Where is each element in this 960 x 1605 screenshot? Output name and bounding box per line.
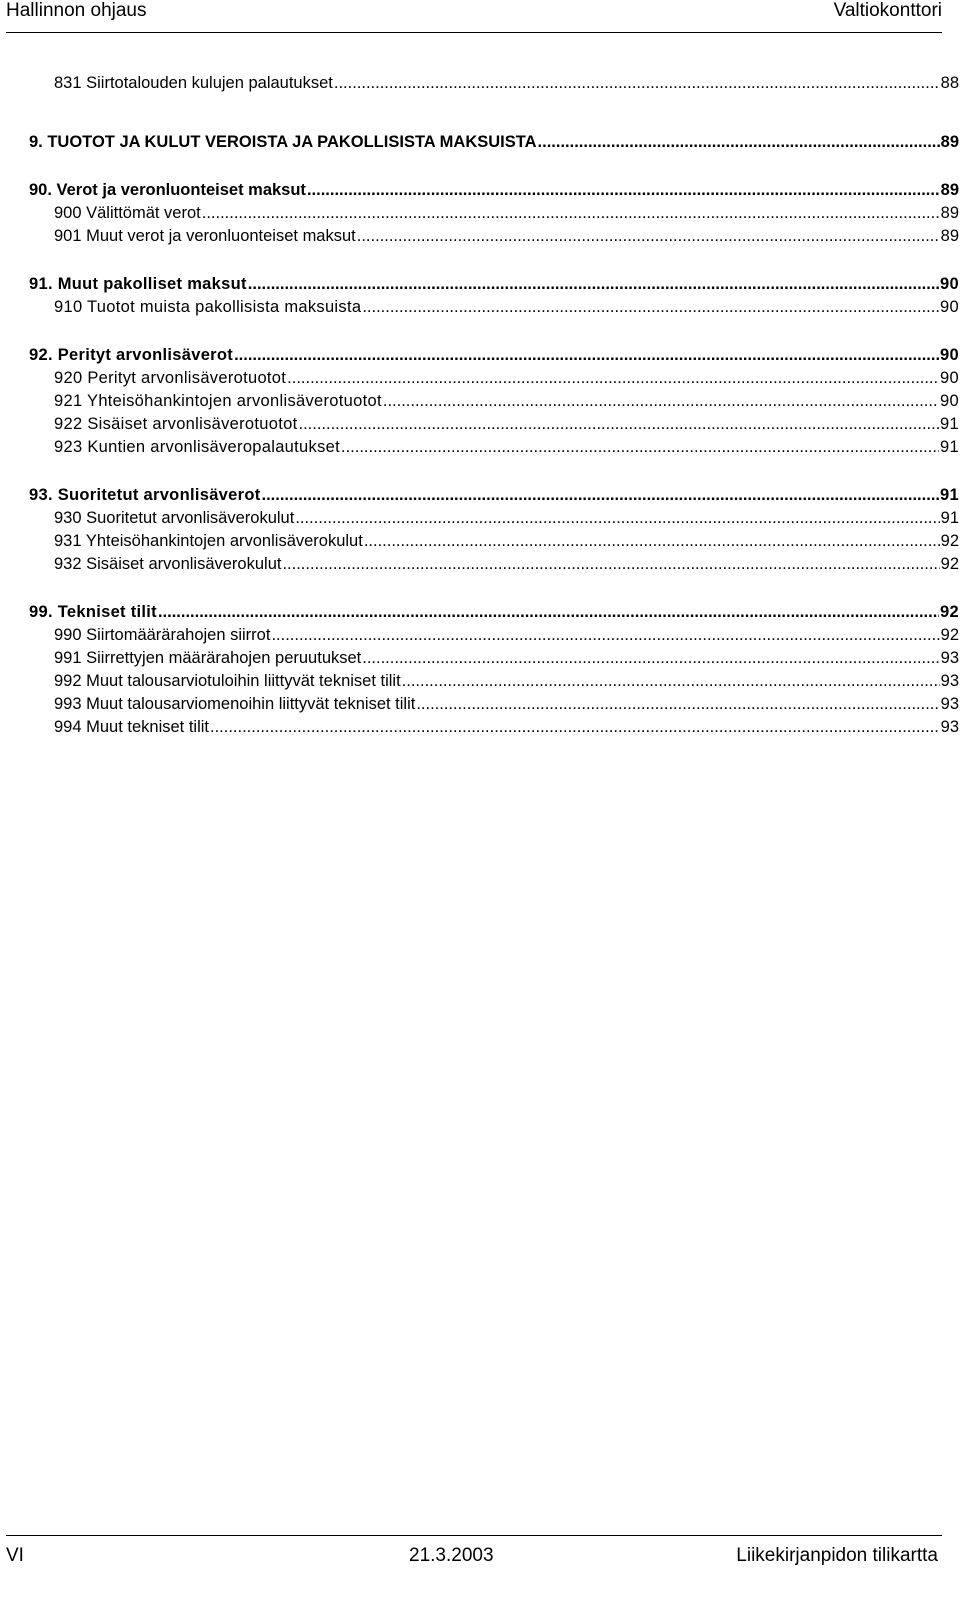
footer-page-number: VI	[6, 1545, 24, 1566]
toc-entry-page: 93	[940, 695, 959, 713]
toc-entry[interactable]	[29, 390, 959, 413]
toc-entry-label: 993 Muut talousarviomenoihin liittyvät tekniset tilit	[54, 695, 416, 713]
toc-entry[interactable]	[29, 693, 959, 716]
toc-entry-label: 831 Siirtotalouden kulujen palautukset	[54, 74, 333, 92]
footer-rule	[6, 1535, 942, 1537]
toc-entry-label: 991 Siirrettyjen määrärahojen peruutukset	[54, 649, 362, 667]
table-of-contents	[29, 72, 959, 739]
toc-entry-page: 89	[940, 227, 959, 245]
toc-entry[interactable]	[29, 179, 959, 202]
toc-entry-page: 89	[940, 181, 959, 199]
header-organization: Valtiokonttori	[833, 0, 942, 21]
toc-entry-page: 90	[940, 346, 959, 364]
toc-entry-page: 92	[940, 555, 959, 573]
toc-entry[interactable]	[29, 273, 959, 296]
dot-leader	[307, 179, 940, 202]
toc-entry[interactable]	[29, 624, 959, 647]
toc-entry-label: 92. Perityt arvonlisäverot	[29, 346, 234, 364]
dot-leader	[362, 296, 939, 319]
toc-entry-page: 93	[940, 718, 959, 736]
toc-entry[interactable]	[29, 72, 959, 95]
toc-entry-page: 89	[940, 133, 959, 151]
toc-entry-label: 90. Verot ja veronluonteiset maksut	[29, 181, 306, 199]
toc-entry-page: 92	[940, 626, 959, 644]
toc-entry[interactable]	[29, 530, 959, 553]
dot-leader	[334, 72, 940, 95]
toc-entry[interactable]	[29, 670, 959, 693]
toc-entry-label: 932 Sisäiset arvonlisäverokulut	[54, 555, 282, 573]
dot-leader	[271, 624, 939, 647]
header-section-title: Hallinnon ohjaus	[6, 0, 147, 21]
dot-leader	[210, 716, 940, 739]
toc-entry-page: 93	[940, 672, 959, 690]
dot-leader	[234, 344, 939, 367]
dot-leader	[298, 413, 939, 436]
toc-entry-page: 91	[940, 415, 959, 433]
dot-leader	[341, 436, 939, 459]
dot-leader	[357, 225, 940, 248]
toc-entry[interactable]	[29, 225, 959, 248]
toc-entry-label: 901 Muut verot ja veronluonteiset maksut	[54, 227, 356, 245]
toc-entry-page: 92	[940, 603, 959, 621]
dot-leader	[248, 273, 939, 296]
toc-entry[interactable]	[29, 484, 959, 507]
toc-entry[interactable]	[29, 716, 959, 739]
toc-entry-page: 91	[940, 509, 959, 527]
toc-entry-page: 90	[940, 298, 959, 316]
toc-entry-label: 99. Tekniset tilit	[29, 603, 157, 621]
dot-leader	[202, 202, 940, 225]
toc-entry-label: 990 Siirtomäärärahojen siirrot	[54, 626, 271, 644]
dot-leader	[383, 390, 939, 413]
footer-document-title: Liikekirjanpidon tilikartta	[736, 1545, 938, 1566]
toc-entry[interactable]	[29, 344, 959, 367]
toc-entry[interactable]	[29, 131, 959, 154]
dot-leader	[362, 647, 939, 670]
toc-entry-label: 91. Muut pakolliset maksut	[29, 275, 247, 293]
toc-entry[interactable]	[29, 647, 959, 670]
dot-leader	[416, 693, 939, 716]
toc-entry-label: 93. Suoritetut arvonlisäverot	[29, 486, 261, 504]
toc-entry-label: 923 Kuntien arvonlisäveropalautukset	[54, 438, 340, 456]
dot-leader	[262, 484, 940, 507]
toc-entry-page: 91	[940, 438, 959, 456]
toc-entry-page: 92	[940, 532, 959, 550]
toc-entry[interactable]	[29, 202, 959, 225]
toc-entry-label: 994 Muut tekniset tilit	[54, 718, 209, 736]
toc-entry[interactable]	[29, 507, 959, 530]
toc-entry-label: 992 Muut talousarviotuloihin liittyvät tekniset tilit	[54, 672, 401, 690]
toc-entry[interactable]	[29, 436, 959, 459]
toc-entry-page: 90	[940, 369, 959, 387]
toc-entry-label: 920 Perityt arvonlisäverotuotot	[54, 369, 287, 387]
dot-leader	[287, 367, 939, 390]
toc-entry-label: 922 Sisäiset arvonlisäverotuotot	[54, 415, 298, 433]
toc-entry-label: 930 Suoritetut arvonlisäverokulut	[54, 509, 295, 527]
toc-entry-page: 89	[940, 204, 959, 222]
toc-entry[interactable]	[29, 601, 959, 624]
footer-date: 21.3.2003	[409, 1545, 494, 1566]
toc-entry-page: 91	[940, 486, 959, 504]
toc-entry-page: 88	[940, 74, 959, 92]
toc-entry[interactable]	[29, 413, 959, 436]
toc-entry-label: 931 Yhteisöhankintojen arvonlisäverokulut	[54, 532, 363, 550]
toc-entry[interactable]	[29, 367, 959, 390]
toc-entry-label: 900 Välittömät verot	[54, 204, 201, 222]
dot-leader	[295, 507, 939, 530]
toc-entry-page: 93	[940, 649, 959, 667]
toc-entry-page: 90	[940, 275, 959, 293]
dot-leader	[364, 530, 940, 553]
dot-leader	[538, 131, 940, 154]
dot-leader	[402, 670, 940, 693]
toc-entry-label: 921 Yhteisöhankintojen arvonlisäverotuotot	[54, 392, 382, 410]
toc-entry-label: 910 Tuotot muista pakollisista maksuista	[54, 298, 362, 316]
dot-leader	[282, 553, 939, 576]
toc-entry[interactable]	[29, 296, 959, 319]
dot-leader	[158, 601, 939, 624]
toc-entry[interactable]	[29, 553, 959, 576]
toc-entry-page: 90	[940, 392, 959, 410]
page-header	[6, 0, 942, 33]
toc-entry-label: 9. TUOTOT JA KULUT VEROISTA JA PAKOLLISISTA MAKSUISTA	[29, 133, 537, 151]
